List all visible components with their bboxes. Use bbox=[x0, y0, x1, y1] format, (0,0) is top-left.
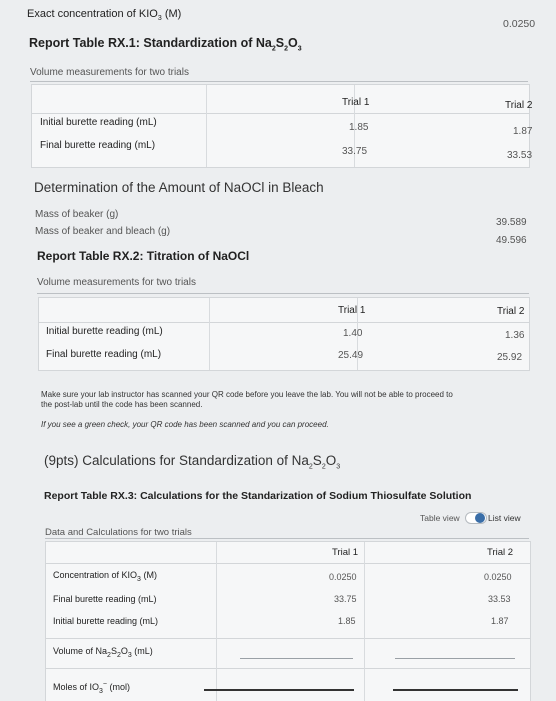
rx3-row-initial-trial2: 1.87 bbox=[491, 616, 509, 626]
rx3-row-initial-label: Initial burette reading (mL) bbox=[53, 616, 159, 626]
rx3-row-kio3-trial2: 0.0250 bbox=[484, 572, 512, 582]
qr-instruction-line2: the post-lab until the code has been scanned. bbox=[41, 400, 203, 409]
rx1-subtitle: Volume measurements for two trials bbox=[30, 67, 189, 78]
rx2-subtitle: Volume measurements for two trials bbox=[37, 277, 196, 288]
rx1-divider bbox=[30, 81, 528, 82]
rx3-row-final-label: Final burette reading (mL) bbox=[53, 594, 157, 604]
rx2-col-trial2: Trial 2 bbox=[497, 306, 525, 317]
bleach-mass-value: 49.596 bbox=[496, 235, 527, 246]
table-view-label[interactable]: Table view bbox=[420, 513, 460, 523]
rx2-divider bbox=[37, 293, 529, 294]
volume-trial2-input[interactable] bbox=[395, 658, 515, 659]
rx2-row1-trial1: 1.40 bbox=[343, 328, 363, 339]
calc-section-title: (9pts) Calculations for Standardization of $Na_2S_2O_3$ bbox=[44, 453, 341, 471]
rx3-row-initial-trial1: 1.85 bbox=[338, 616, 356, 626]
rx2-row1-label: Initial burette reading (mL) bbox=[46, 326, 163, 337]
rx1-row1-trial2: 1.87 bbox=[513, 126, 533, 137]
rx3-divider bbox=[45, 538, 529, 539]
volume-trial1-input[interactable] bbox=[240, 658, 353, 659]
rx1-col-trial1: Trial 1 bbox=[342, 97, 370, 108]
rx3-row-moles-label: Moles of $IO_3^-$ (mol) bbox=[53, 681, 131, 695]
bleach-mass-label: Mass of beaker and bleach (g) bbox=[35, 226, 171, 237]
rx3-col-trial1: Trial 1 bbox=[332, 547, 359, 558]
view-toggle-knob bbox=[475, 513, 485, 523]
rx2-row2-trial1: 25.49 bbox=[338, 350, 364, 361]
rx1-title: Report Table RX.1: Standardization of $Na_2S_2O_3$ bbox=[29, 36, 302, 53]
rx2-col-trial1: Trial 1 bbox=[338, 305, 366, 316]
rx2-row1-trial2: 1.36 bbox=[505, 330, 525, 341]
rx3-row-volume-label: Volume of $Na_2S_2O_3$ (mL) bbox=[53, 646, 153, 659]
kio3-value: 0.0250 bbox=[503, 18, 536, 30]
rx3-row-final-trial2: 33.53 bbox=[488, 594, 511, 604]
rx1-row1-trial1: 1.85 bbox=[349, 122, 369, 133]
kio3-label: Exact concentration of $KIO_3$ (M) bbox=[27, 8, 182, 23]
rx1-row1-label: Initial burette reading (mL) bbox=[40, 117, 157, 128]
naocl-section-title: Determination of the Amount of NaOCl in Bleach bbox=[34, 180, 324, 195]
view-toggle-switch[interactable] bbox=[465, 512, 487, 524]
moles-trial2-input[interactable] bbox=[393, 689, 518, 691]
beaker-mass-label: Mass of beaker (g) bbox=[35, 209, 119, 220]
rx3-col-trial2: Trial 2 bbox=[487, 547, 514, 558]
rx3-subtitle: Data and Calculations for two trials bbox=[45, 527, 192, 538]
list-view-label[interactable]: List view bbox=[488, 513, 521, 523]
rx1-row2-trial2: 33.53 bbox=[507, 150, 533, 161]
rx3-row-kio3-trial1: 0.0250 bbox=[329, 572, 357, 582]
rx2-row2-label: Final burette reading (mL) bbox=[46, 349, 162, 360]
rx3-title: Report Table RX.3: Calculations for the Standarization of Sodium Thiosulfate Solution bbox=[44, 490, 472, 502]
moles-trial1-input[interactable] bbox=[204, 689, 354, 691]
rx2-title: Report Table RX.2: Titration of NaOCl bbox=[37, 249, 250, 263]
qr-green-check-note: If you see a green check, your QR code has been scanned and you can proceed. bbox=[41, 420, 329, 429]
rx3-row-kio3-label: Concentration of $KIO_3$ (M) bbox=[53, 570, 157, 583]
rx1-row2-label: Final burette reading (mL) bbox=[40, 140, 156, 151]
qr-instruction-line1: Make sure your lab instructor has scanned your QR code before you leave the lab. You will not be able to proceed to bbox=[41, 390, 453, 399]
rx1-col-trial2: Trial 2 bbox=[505, 100, 533, 111]
rx2-row2-trial2: 25.92 bbox=[497, 352, 523, 363]
rx1-row2-trial1: 33.75 bbox=[342, 146, 368, 157]
rx3-row-final-trial1: 33.75 bbox=[334, 594, 357, 604]
beaker-mass-value: 39.589 bbox=[496, 217, 527, 228]
